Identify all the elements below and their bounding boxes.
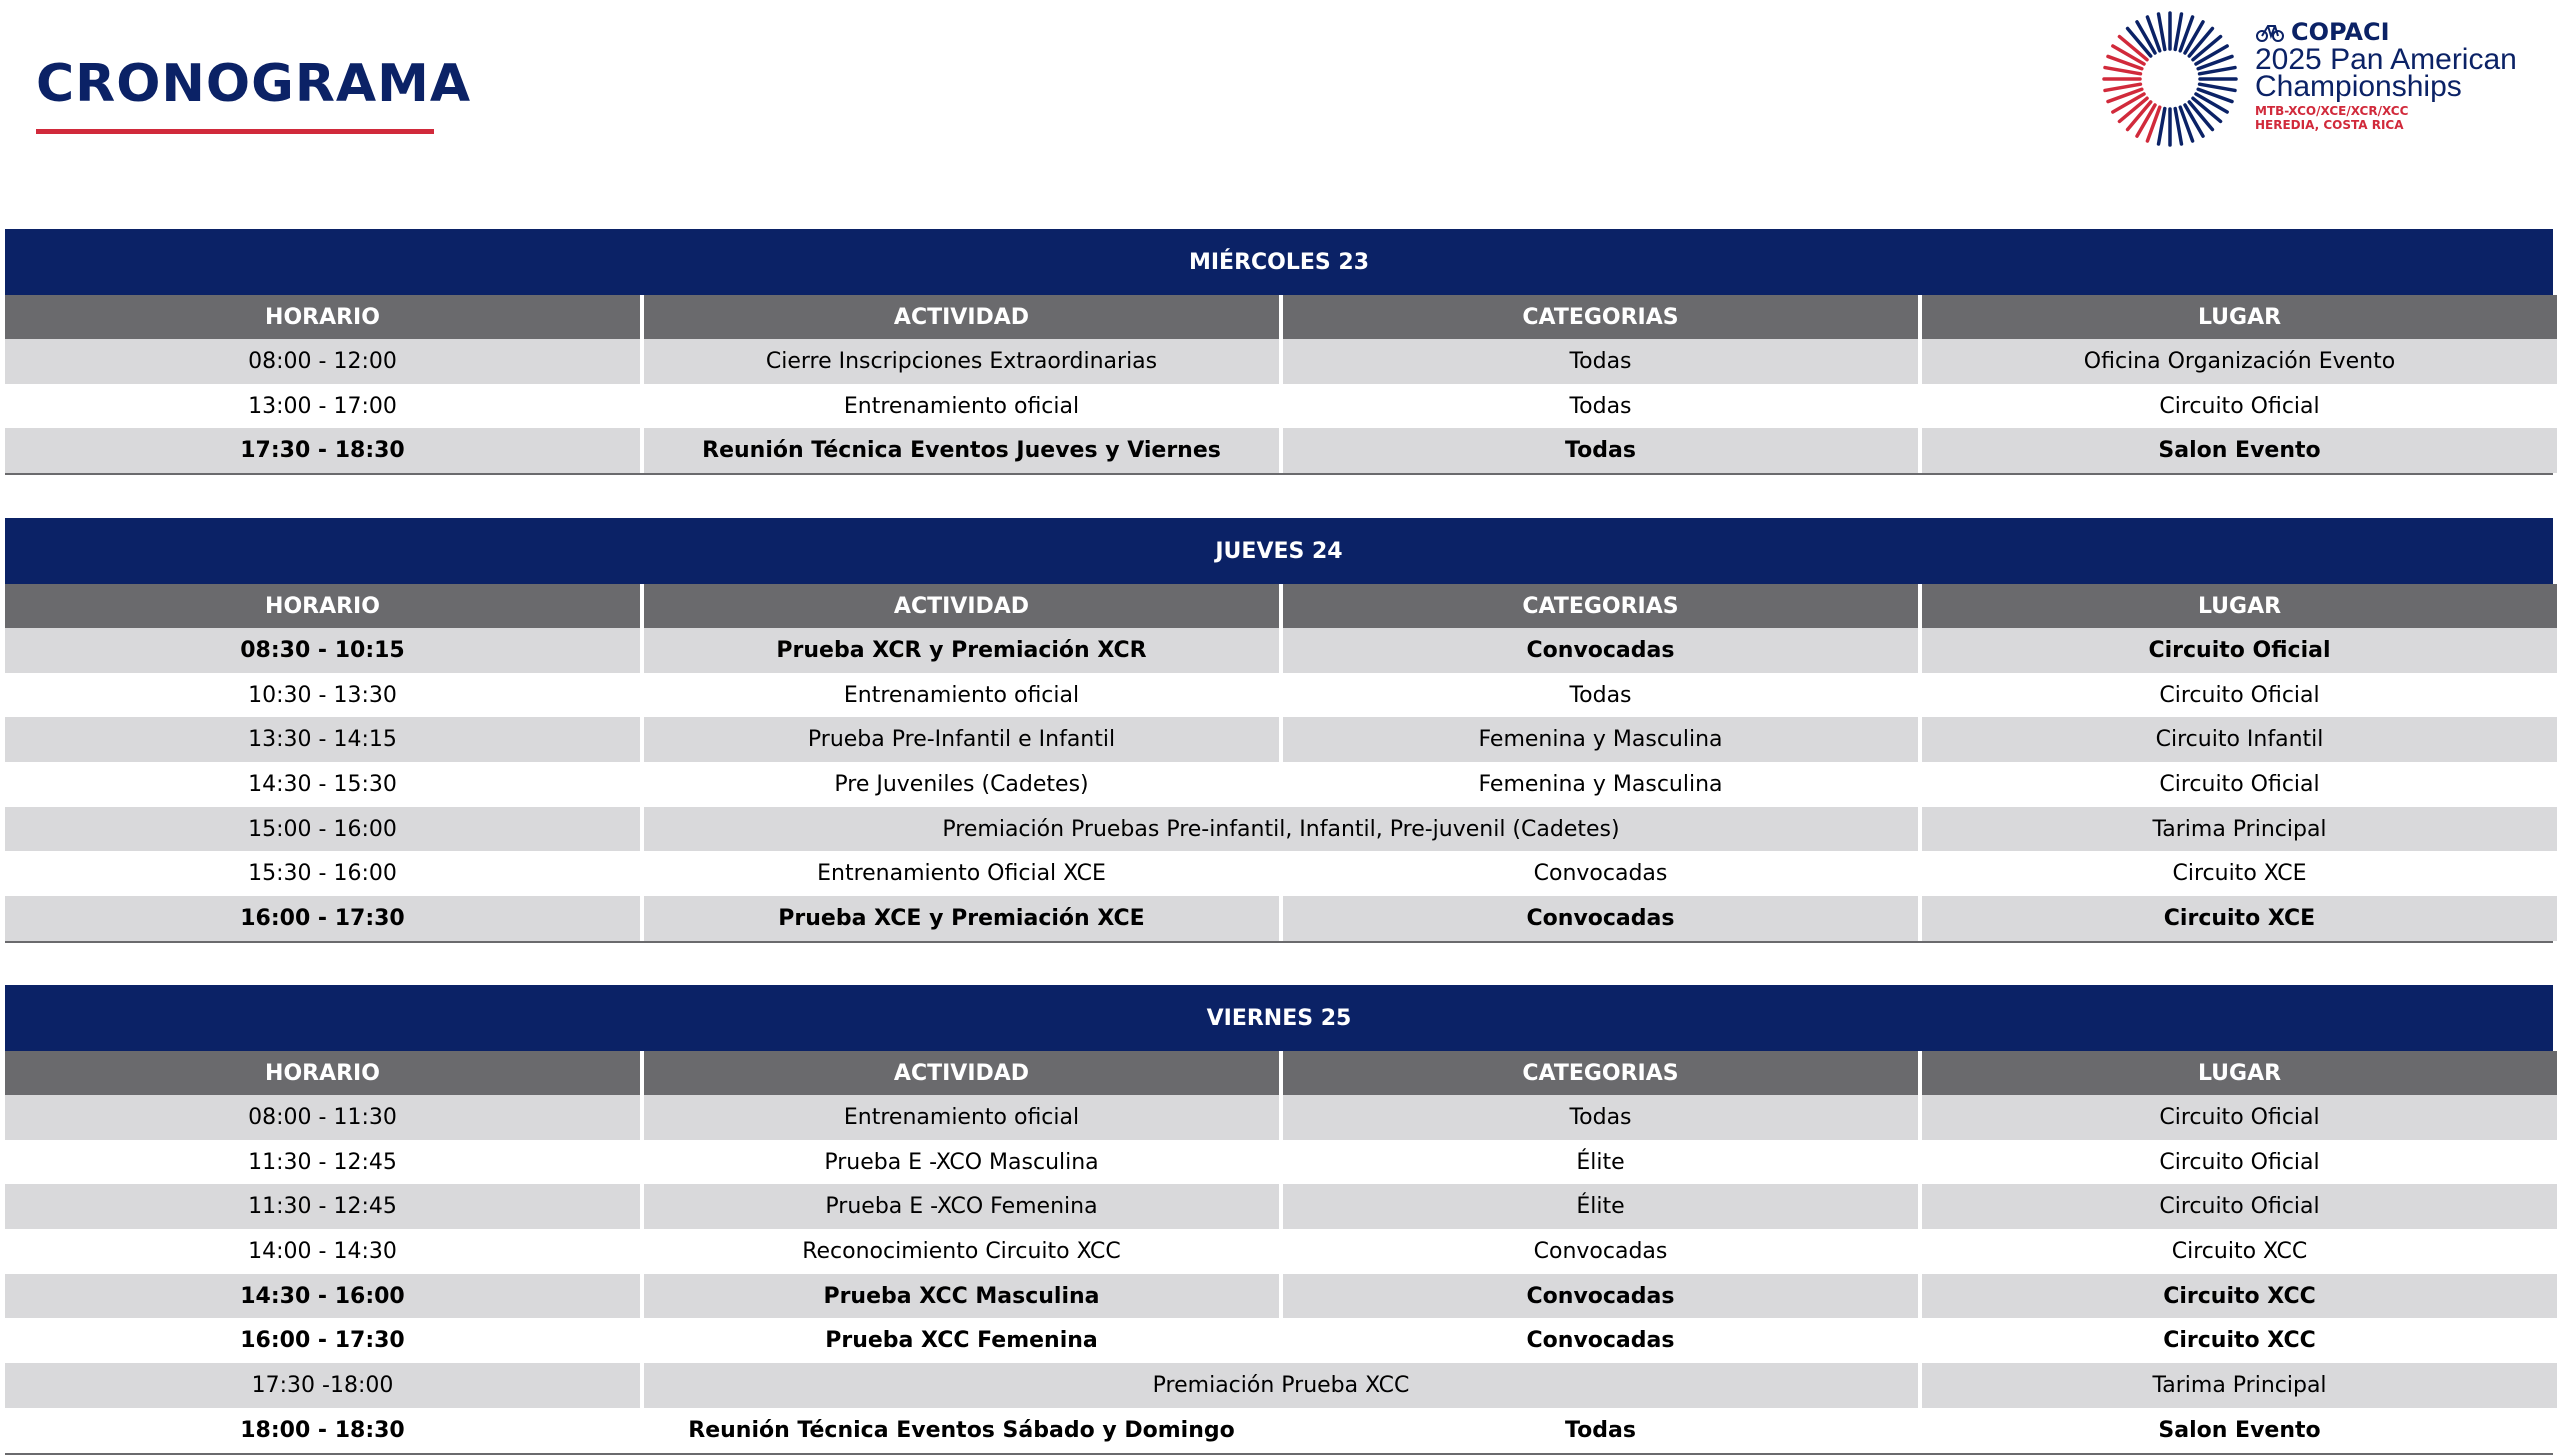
place-cell: Circuito Oficial <box>2159 771 2320 797</box>
place-cell: Circuito Oficial <box>1922 628 2557 673</box>
column-header: LUGAR <box>1922 295 2557 339</box>
event-name-line1: 2025 Pan American <box>2255 43 2517 76</box>
page-title: CRONOGRAMA <box>36 54 472 114</box>
activity-cell: Prueba Pre-Infantil e Infantil <box>644 717 1279 762</box>
time-cell: 08:00 - 12:00 <box>5 339 640 384</box>
column-header: CATEGORIAS <box>1283 584 1918 628</box>
column-header: CATEGORIAS <box>1283 1051 1918 1095</box>
place-cell: Tarima Principal <box>1922 807 2557 852</box>
time-cell: 18:00 - 18:30 <box>240 1417 405 1443</box>
activity-cell: Cierre Inscripciones Extraordinarias <box>644 339 1279 384</box>
category-cell: Convocadas <box>1283 628 1918 673</box>
category-cell: Todas <box>1283 339 1918 384</box>
time-cell: 08:00 - 11:30 <box>5 1095 640 1140</box>
time-cell: 14:30 - 16:00 <box>5 1274 640 1319</box>
place-cell: Oficina Organización Evento <box>1922 339 2557 384</box>
day-header: MIÉRCOLES 23 <box>5 229 2553 295</box>
activity-cell: Reconocimiento Circuito XCC <box>802 1238 1121 1264</box>
bicycle-icon <box>2255 21 2285 43</box>
place-cell: Circuito XCE <box>2172 861 2307 887</box>
place-cell: Circuito Oficial <box>1922 1184 2557 1229</box>
table-bottom-rule <box>5 1453 2553 1455</box>
category-cell: Convocadas <box>1283 896 1918 941</box>
category-cell: Todas <box>1565 1417 1636 1443</box>
category-cell: Convocadas <box>1533 861 1668 887</box>
column-header: HORARIO <box>5 584 640 628</box>
schedule-table <box>5 584 2553 941</box>
time-cell: 16:00 - 17:30 <box>240 1328 405 1354</box>
category-cell: Élite <box>1576 1149 1625 1175</box>
event-name-line2: Championships <box>2255 70 2462 103</box>
place-cell: Circuito XCC <box>2163 1328 2316 1354</box>
activity-cell: Pre Juveniles (Cadetes) <box>834 771 1089 797</box>
activity-cell: Entrenamiento oficial <box>843 682 1080 708</box>
activity-cell: Entrenamiento oficial <box>644 1095 1279 1140</box>
category-cell: Todas <box>1283 428 1918 473</box>
day-header: JUEVES 24 <box>5 518 2553 584</box>
time-cell: 15:30 - 16:00 <box>248 861 397 887</box>
time-cell: 17:30 - 18:30 <box>5 428 640 473</box>
table-bottom-rule <box>5 473 2553 475</box>
sunburst-emblem-icon <box>2100 10 2240 148</box>
table-bottom-rule <box>5 941 2553 943</box>
column-header: HORARIO <box>5 1051 640 1095</box>
schedule-table <box>5 295 2553 473</box>
place-cell: Circuito Oficial <box>1922 1095 2557 1140</box>
time-cell: 11:30 - 12:45 <box>248 1149 397 1175</box>
column-header: LUGAR <box>1922 584 2557 628</box>
category-cell: Femenina y Masculina <box>1478 771 1723 797</box>
event-disciplines: MTB-XCO/XCE/XCR/XCC <box>2255 104 2409 118</box>
day-section <box>5 985 2553 1455</box>
activity-cell: Reunión Técnica Eventos Jueves y Viernes <box>644 428 1279 473</box>
activity-cell: Reunión Técnica Eventos Sábado y Domingo <box>688 1417 1235 1443</box>
category-cell: Todas <box>1283 1095 1918 1140</box>
place-cell: Circuito XCC <box>2171 1238 2308 1264</box>
place-cell: Circuito Oficial <box>2159 1149 2320 1175</box>
time-cell: 10:30 - 13:30 <box>248 682 397 708</box>
place-cell: Salon Evento <box>2158 1417 2321 1443</box>
activity-cell: Entrenamiento Oficial XCE <box>817 861 1106 887</box>
time-cell: 14:00 - 14:30 <box>248 1238 397 1264</box>
category-cell: Todas <box>1569 682 1632 708</box>
time-cell: 08:30 - 10:15 <box>5 628 640 673</box>
event-location: HEREDIA, COSTA RICA <box>2255 118 2404 132</box>
activity-cell: Prueba XCE y Premiación XCE <box>644 896 1279 941</box>
place-cell: Circuito Oficial <box>2159 682 2320 708</box>
category-cell: Todas <box>1569 393 1632 419</box>
category-cell: Élite <box>1283 1184 1918 1229</box>
time-cell: 15:00 - 16:00 <box>5 807 640 852</box>
time-cell: 14:30 - 15:30 <box>248 771 397 797</box>
title-underline <box>36 129 434 134</box>
column-header: ACTIVIDAD <box>644 584 1279 628</box>
day-header: VIERNES 25 <box>5 985 2553 1051</box>
place-cell: Circuito XCE <box>1922 896 2557 941</box>
place-cell: Circuito XCC <box>1922 1274 2557 1319</box>
place-cell: Salon Evento <box>1922 428 2557 473</box>
column-header: LUGAR <box>1922 1051 2557 1095</box>
activity-cell: Prueba E -XCO Masculina <box>824 1149 1099 1175</box>
day-section <box>5 229 2553 475</box>
activity-cell: Prueba E -XCO Femenina <box>644 1184 1279 1229</box>
category-cell: Convocadas <box>1283 1274 1918 1319</box>
time-cell: 11:30 - 12:45 <box>5 1184 640 1229</box>
activity-cell: Premiación Pruebas Pre-infantil, Infantil, Pre-juvenil (Cadetes) <box>644 807 1918 852</box>
category-cell: Convocadas <box>1533 1238 1668 1264</box>
brand-name: COPACI <box>2291 18 2390 46</box>
category-cell: Femenina y Masculina <box>1283 717 1918 762</box>
activity-cell: Entrenamiento oficial <box>843 393 1080 419</box>
category-cell: Convocadas <box>1526 1328 1675 1354</box>
time-cell: 13:00 - 17:00 <box>248 393 397 419</box>
column-header: ACTIVIDAD <box>644 1051 1279 1095</box>
time-cell: 16:00 - 17:30 <box>5 896 640 941</box>
day-section <box>5 518 2553 943</box>
place-cell: Circuito Oficial <box>2159 393 2320 419</box>
place-cell: Tarima Principal <box>1922 1363 2557 1408</box>
place-cell: Circuito Infantil <box>1922 717 2557 762</box>
column-header: ACTIVIDAD <box>644 295 1279 339</box>
schedule-table <box>5 1051 2553 1453</box>
time-cell: 13:30 - 14:15 <box>5 717 640 762</box>
column-header: HORARIO <box>5 295 640 339</box>
column-header: CATEGORIAS <box>1283 295 1918 339</box>
activity-cell: Premiación Prueba XCC <box>644 1363 1918 1408</box>
activity-cell: Prueba XCC Femenina <box>825 1328 1098 1354</box>
activity-cell: Prueba XCR y Premiación XCR <box>644 628 1279 673</box>
time-cell: 17:30 -18:00 <box>5 1363 640 1408</box>
event-logo <box>2100 10 2530 148</box>
activity-cell: Prueba XCC Masculina <box>644 1274 1279 1319</box>
